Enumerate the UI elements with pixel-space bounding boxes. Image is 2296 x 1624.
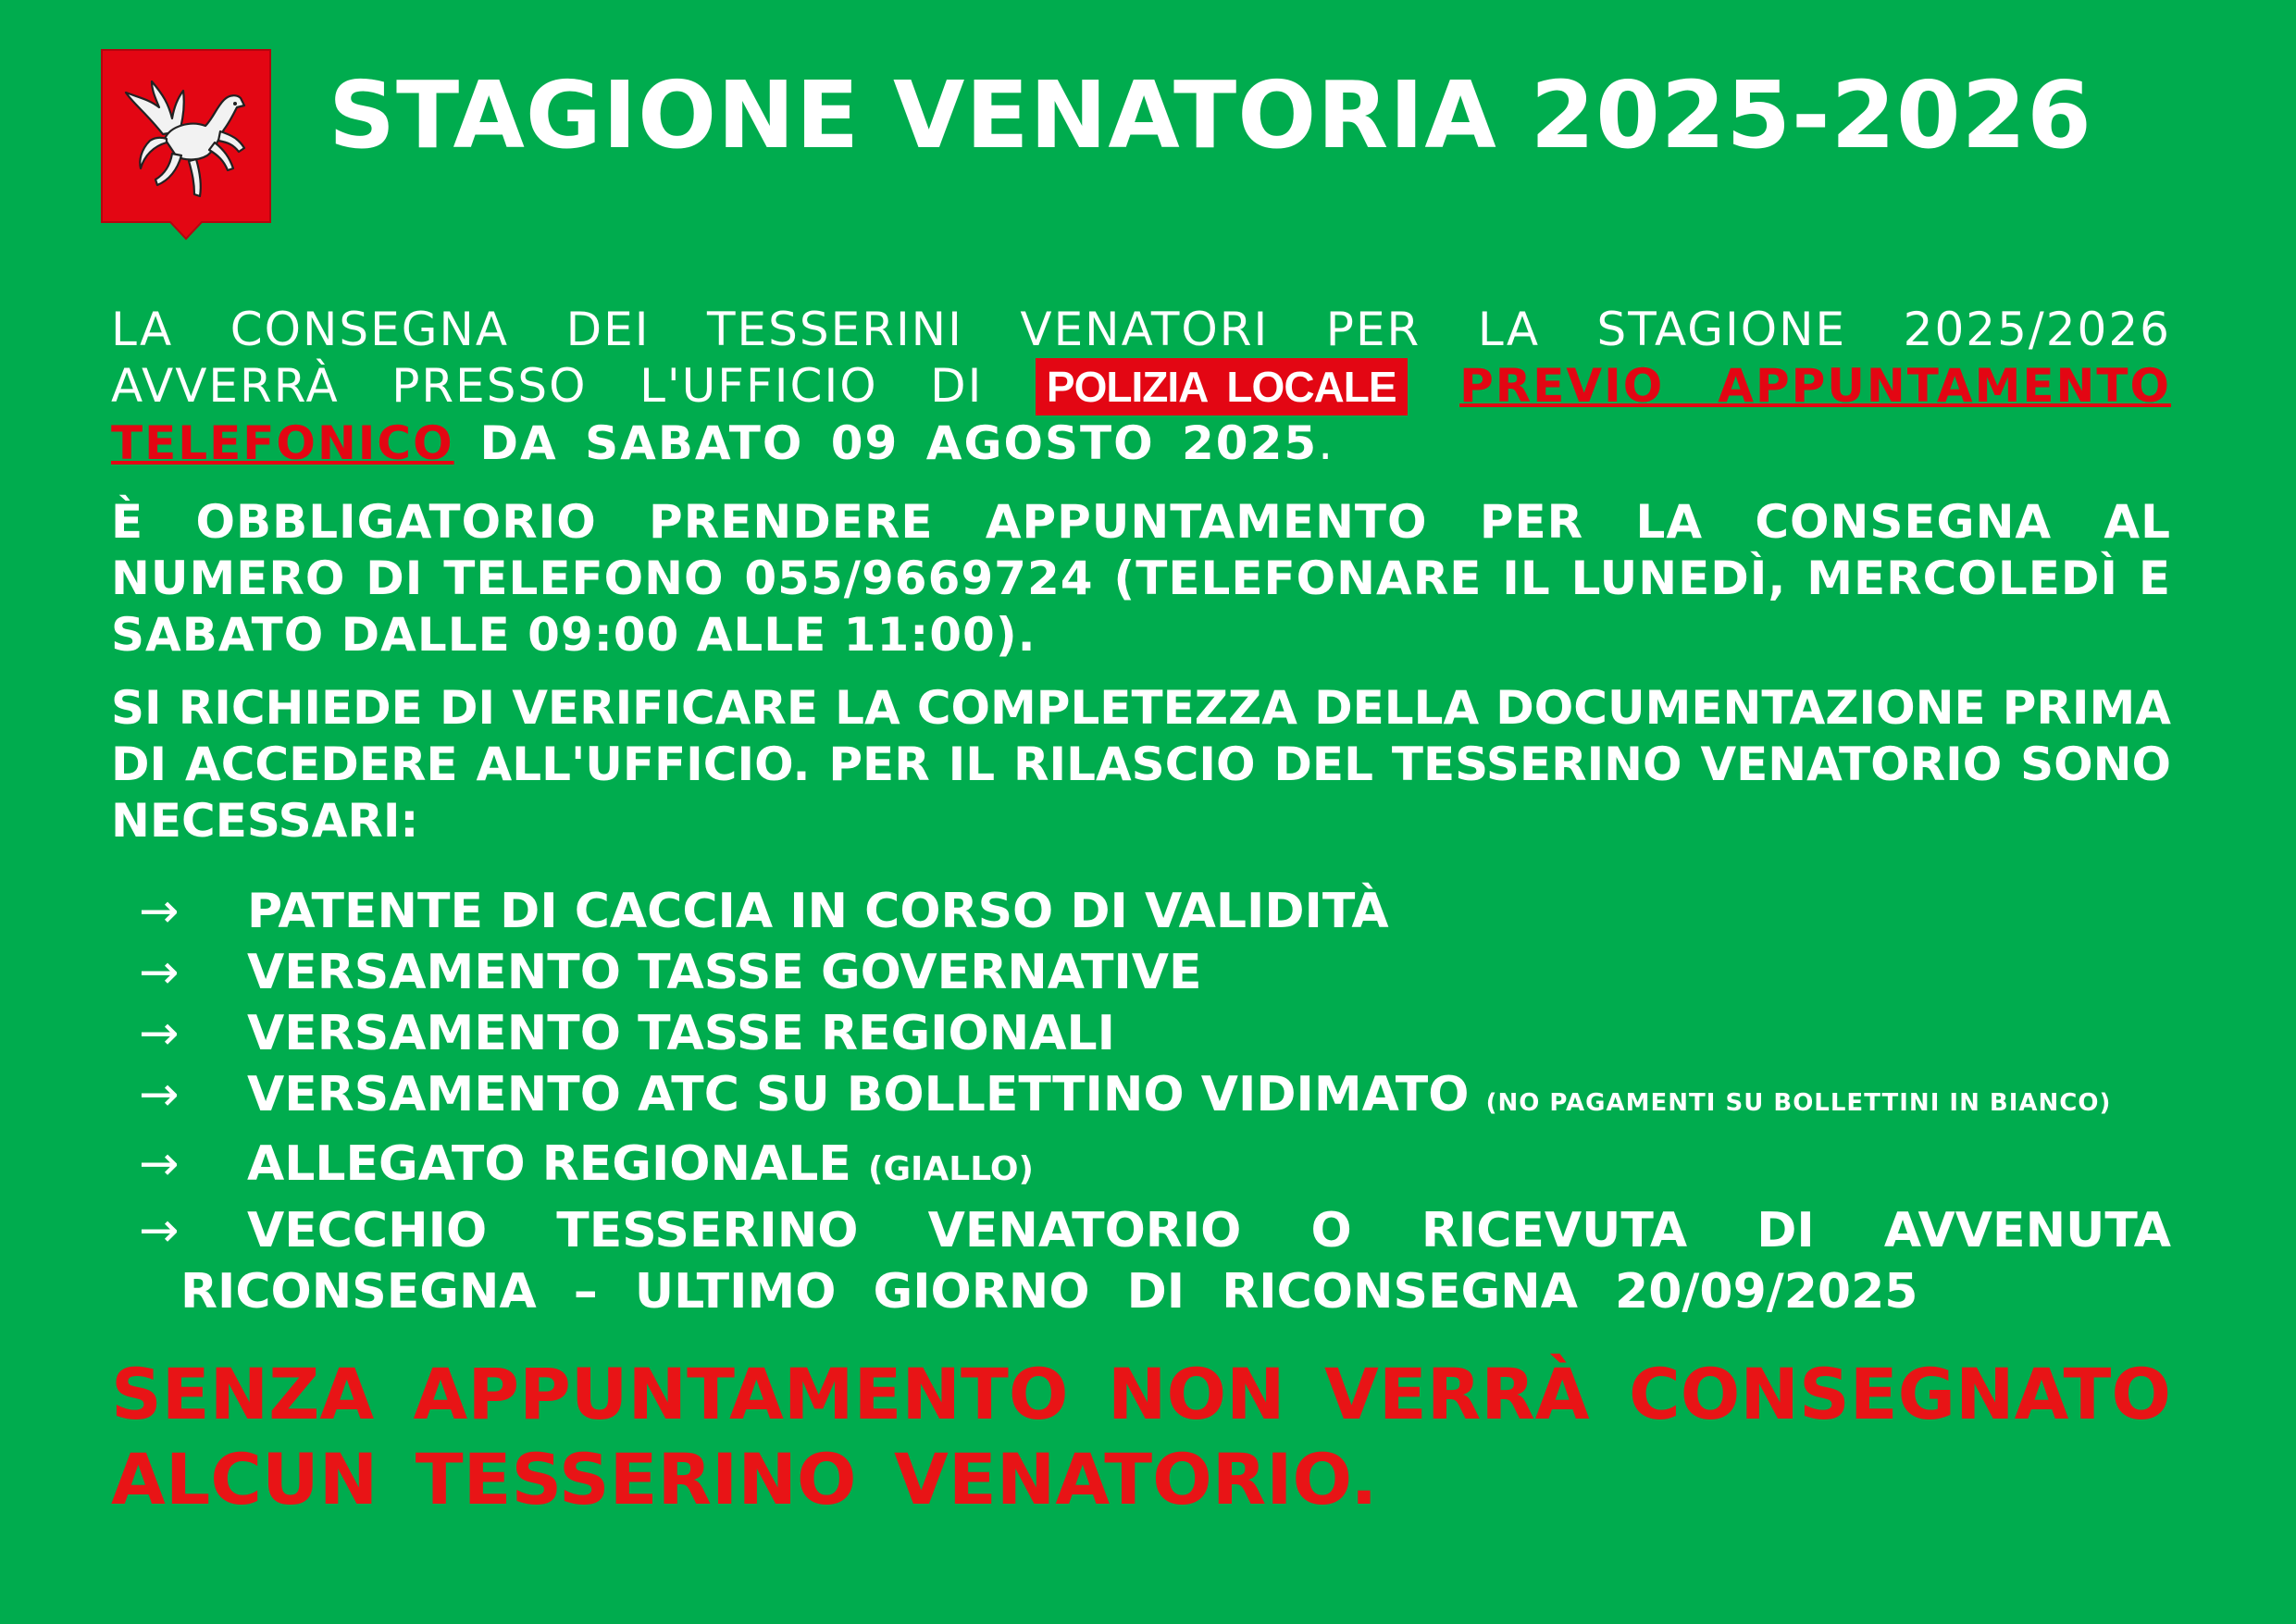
intro-period: . xyxy=(1318,416,1335,470)
arrow-icon: → xyxy=(139,1006,180,1061)
list-item-note: (GIALLO) xyxy=(868,1150,1034,1188)
arrow-icon: → xyxy=(139,1067,180,1122)
list-item xyxy=(111,1003,2171,1064)
list-item xyxy=(111,1134,2171,1200)
start-date: DA SABATO 09 AGOSTO 2025 xyxy=(479,416,1319,470)
notice-body xyxy=(111,302,2171,1522)
requirements-list xyxy=(111,881,2171,1322)
arrow-icon: → xyxy=(139,884,180,939)
list-item xyxy=(111,942,2171,1003)
appointment-notice: PREVIO APPUNTAMENTO TELEFONICO xyxy=(111,359,2171,470)
list-item xyxy=(111,1200,2171,1322)
arrow-icon: → xyxy=(139,1203,180,1258)
page-title: STAGIONE VENATORIA 2025-2026 xyxy=(329,61,2092,169)
tuscany-pegasus-crest-icon xyxy=(98,46,274,241)
list-item xyxy=(111,1064,2171,1134)
mandatory-appointment-paragraph: È OBBLIGATORIO PRENDERE APPUNTAMENTO PER LA CONSEGNA AL NUMERO DI TELEFONO 055/9669724 (TELEFONARE IL LUNEDÌ, MERCOLEDÌ E SABATO DALLE 09:00 ALLE 11:00). xyxy=(111,495,2171,662)
arrow-icon: → xyxy=(139,1136,180,1192)
list-item-text: ALLEGATO REGIONALE xyxy=(247,1136,851,1192)
polizia-locale-badge: POLIZIA LOCALE xyxy=(1036,358,1408,415)
list-item-text: VECCHIO TESSERINO VENATORIO O RICEVUTA DI AVVENUTA RICONSEGNA – ULTIMO GIORNO DI RICONSEGNA 20/09/2025 xyxy=(180,1203,2171,1320)
intro-paragraph xyxy=(111,302,2171,472)
list-item-note: (NO PAGAMENTI SU BOLLETTINI IN BIANCO) xyxy=(1485,1089,2112,1117)
list-item-text: VERSAMENTO TASSE GOVERNATIVE xyxy=(247,945,1202,1000)
list-item-text: VERSAMENTO ATC SU BOLLETTINO VIDIMATO xyxy=(247,1067,1470,1122)
warning-text: SENZA APPUNTAMENTO NON VERRÀ CONSEGNATO ALCUN TESSERINO VENATORIO. xyxy=(111,1353,2171,1520)
arrow-icon: → xyxy=(139,945,180,1000)
intro-text: LA CONSEGNA DEI TESSERINI VENATORI PER LA STAGIONE 2025/2026 AVVERRÀ PRESSO L'UFFICIO DI xyxy=(111,303,2171,413)
list-item-text: PATENTE DI CACCIA IN CORSO DI VALIDITÀ xyxy=(247,884,1389,939)
list-item xyxy=(111,881,2171,942)
documentation-paragraph: SI RICHIEDE DI VERIFICARE LA COMPLETEZZA DELLA DOCUMENTAZIONE PRIMA DI ACCEDERE ALL'UFFICIO. PER IL RILASCIO DEL TESSERINO VENATORIO SONO NECESSARI: xyxy=(111,681,2171,848)
list-item-text: VERSAMENTO TASSE REGIONALI xyxy=(247,1006,1115,1061)
